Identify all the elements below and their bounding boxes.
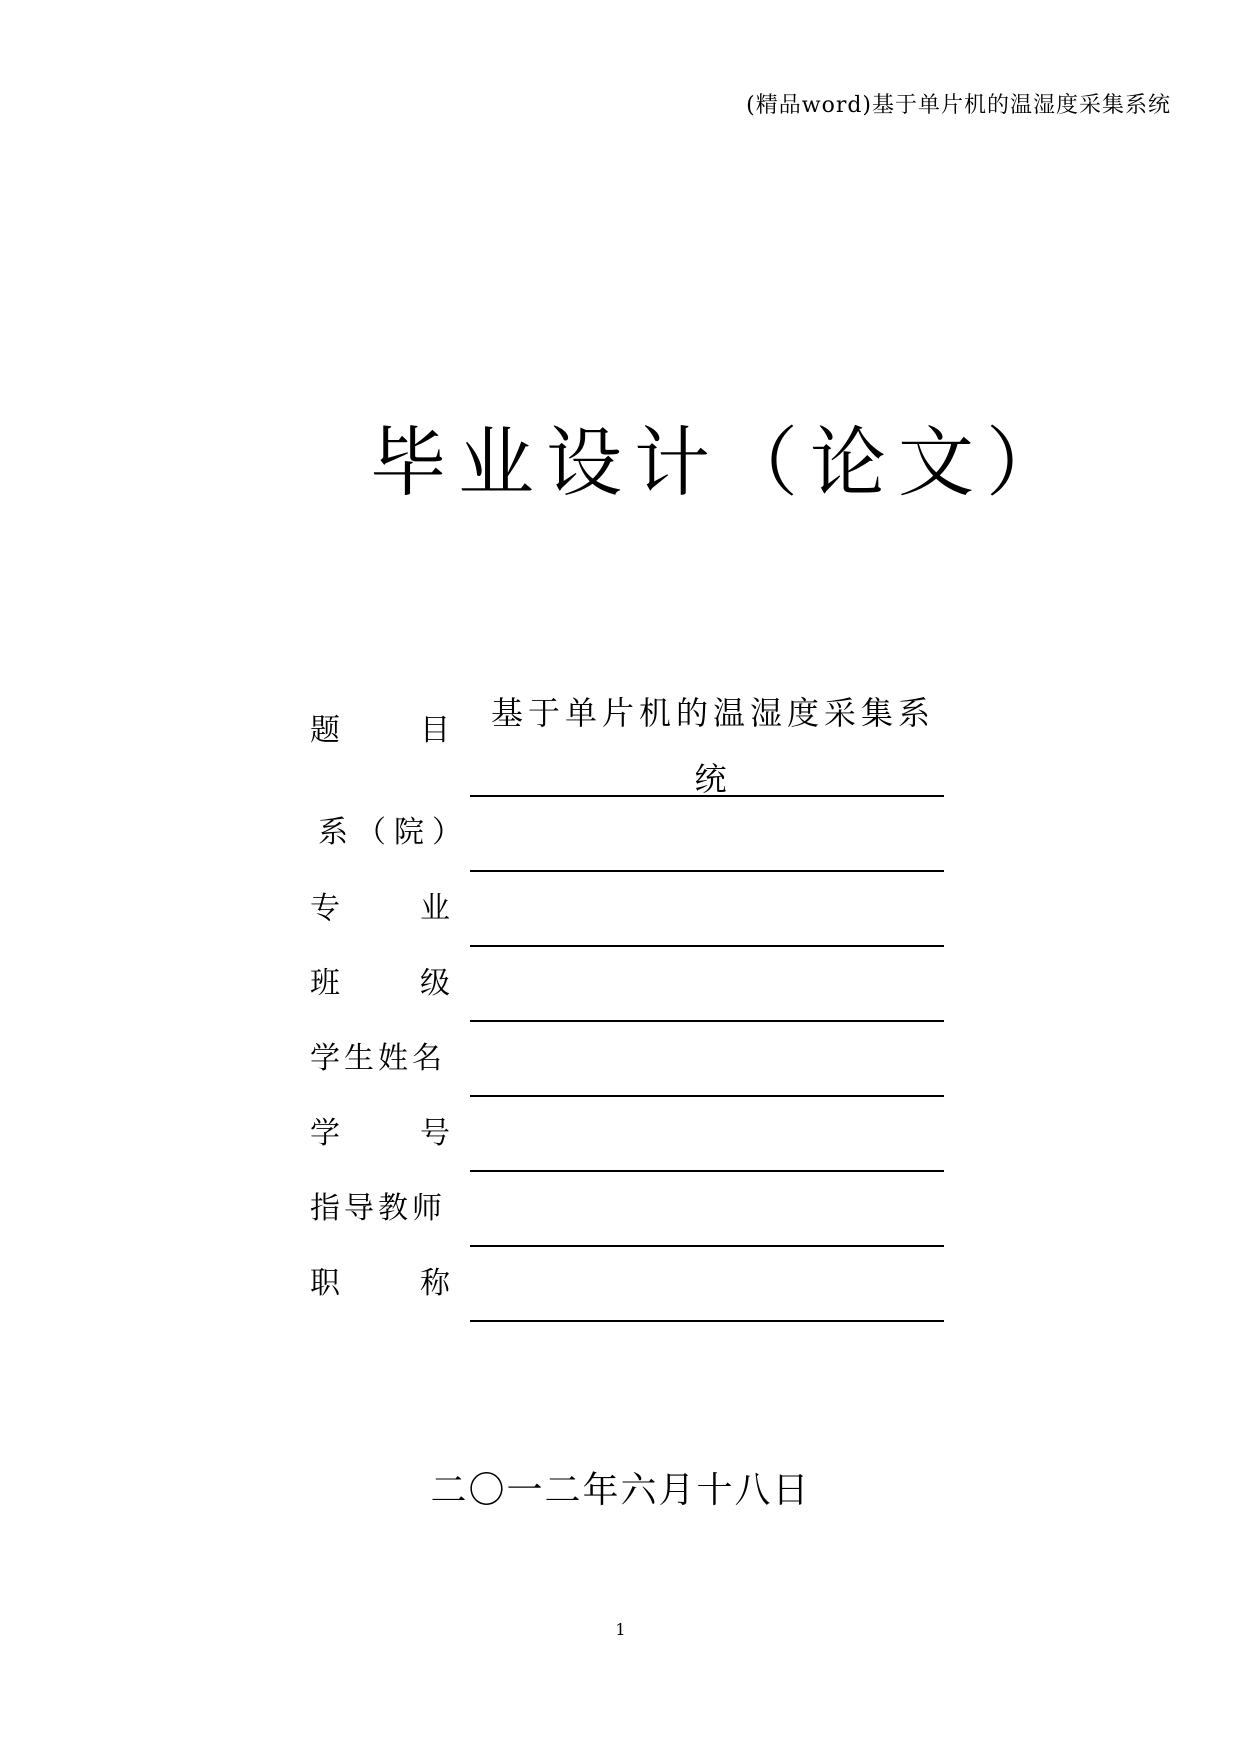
topic-label-char-2: 目 <box>420 713 450 748</box>
class-label <box>310 966 450 1001</box>
student-id-field[interactable] <box>470 1170 944 1172</box>
title-rank-label-char-2: 称 <box>420 1266 450 1301</box>
department-label <box>318 815 470 850</box>
topic-label <box>310 713 450 748</box>
running-header: (精品word)基于单片机的温湿度采集系统 <box>746 93 1171 118</box>
student-id-label <box>310 1116 450 1151</box>
major-label-char-2: 业 <box>420 891 450 926</box>
title-rank-field[interactable] <box>470 1320 944 1322</box>
student-id-label-char-2: 号 <box>420 1116 450 1151</box>
department-field[interactable] <box>470 870 944 872</box>
topic-value-line-1: 基于单片机的温湿度采集系 <box>490 694 935 732</box>
topic-value <box>478 680 948 812</box>
class-label-char-1: 班 <box>310 966 340 1001</box>
major-label <box>310 891 450 926</box>
major-field[interactable] <box>470 945 944 947</box>
class-label-char-2: 级 <box>420 966 450 1001</box>
cover-title: 毕业设计（论文） <box>370 418 1074 507</box>
advisor-label: 指导教师 <box>310 1191 446 1226</box>
topic-value-line-2: 统 <box>694 760 732 798</box>
student-name-label: 学生姓名 <box>310 1041 446 1076</box>
student-name-field[interactable] <box>470 1095 944 1097</box>
title-rank-label <box>310 1266 450 1301</box>
topic-underline <box>470 795 944 797</box>
advisor-field[interactable] <box>470 1245 944 1247</box>
title-rank-label-char-1: 职 <box>310 1266 340 1301</box>
student-id-label-char-1: 学 <box>310 1116 340 1151</box>
department-label-text: 系（院） <box>318 815 470 850</box>
major-label-char-1: 专 <box>310 891 340 926</box>
class-field[interactable] <box>470 1020 944 1022</box>
page-number: 1 <box>615 1620 626 1639</box>
cover-date: 二〇一二年六月十八日 <box>430 1470 811 1511</box>
topic-label-char-1: 题 <box>310 713 340 748</box>
